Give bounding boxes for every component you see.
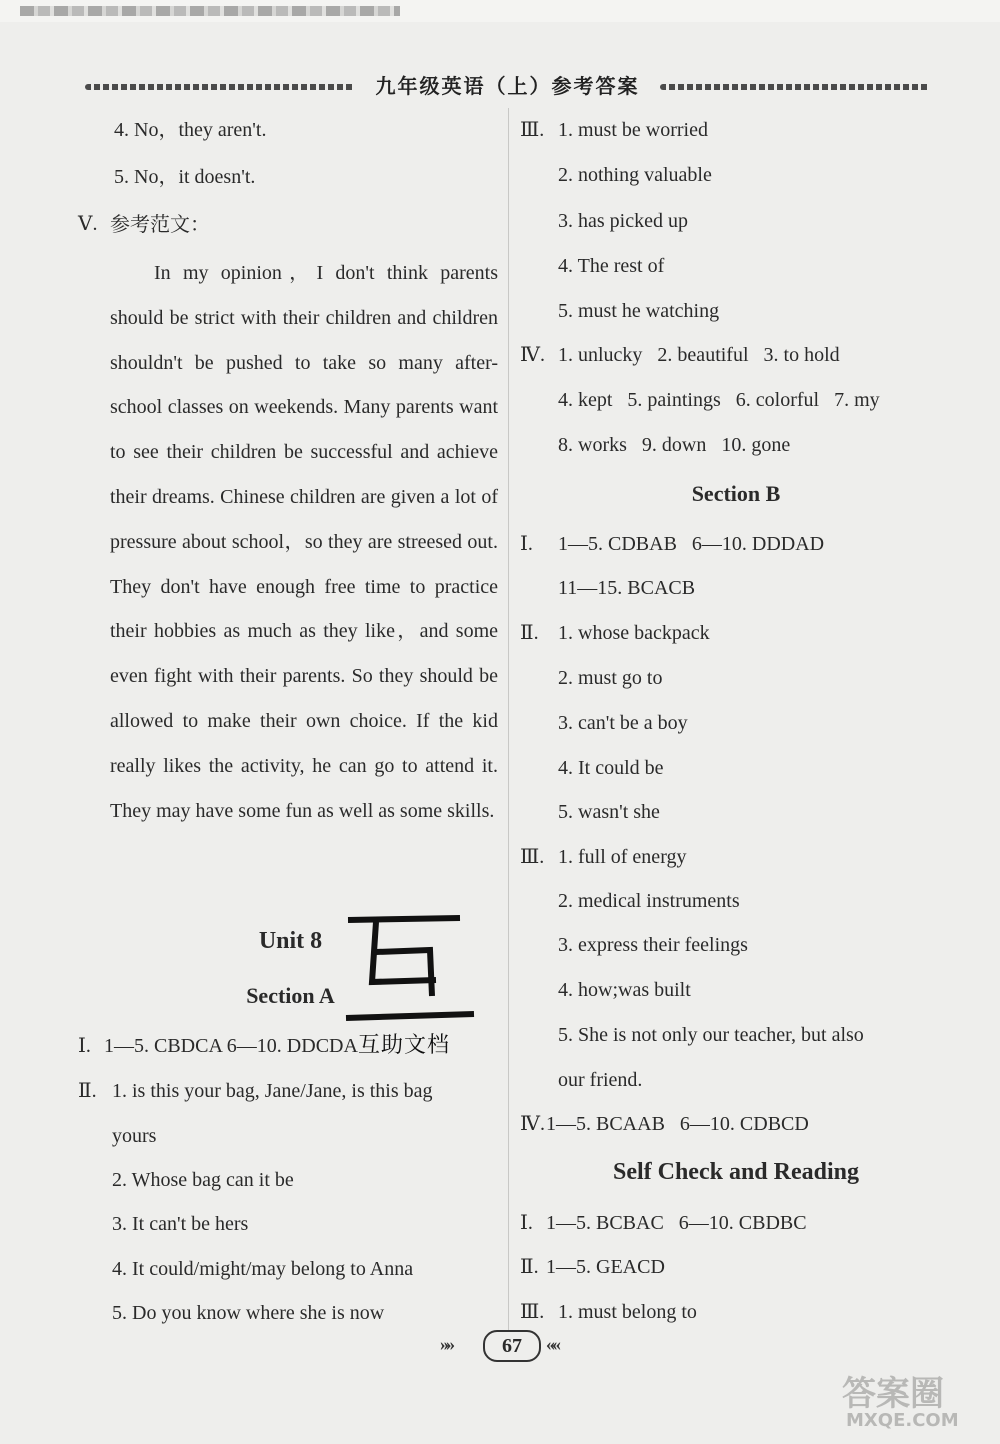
- stamp-logo-icon: [340, 910, 490, 1030]
- watermark-logo-text: 答案圈: [842, 1374, 944, 1414]
- section-label: Ⅱ.: [520, 1256, 539, 1278]
- answer-line: 4. It could be: [558, 757, 664, 779]
- answer-line: 4. kept 5. paintings 6. colorful 7. my: [558, 389, 880, 411]
- unit-title: Unit 8: [258, 928, 323, 954]
- answer-line: our friend.: [558, 1069, 643, 1091]
- header-title: 九年级英语（上）参考答案: [375, 74, 640, 98]
- answer-line: 5. wasn't she: [558, 801, 660, 823]
- page-number: [440, 1330, 580, 1362]
- answer-line: 1. is this your bag, Jane/Jane, is this bag: [112, 1080, 433, 1102]
- answer-line: 1—5. BCAAB 6—10. CDBCD: [546, 1113, 809, 1135]
- answer-line: 3. express their feelings: [558, 934, 748, 956]
- answer-line: 3. has picked up: [558, 210, 688, 232]
- section-label: Ⅰ.: [520, 533, 533, 555]
- header-ornament-left: [85, 84, 355, 90]
- section-label: Ⅴ.: [78, 213, 98, 235]
- chevron-left-icon: ««: [546, 1334, 558, 1354]
- model-essay-title: 参考范文：: [110, 212, 210, 236]
- page-header: [85, 70, 930, 104]
- header-ornament-right: [660, 84, 930, 90]
- answer-line: 5. No，it doesn't.: [114, 166, 256, 188]
- model-essay: In my opinion，I don't think parents should be strict with their children and children shouldn't be pushed to take so many after-school classes on weekends. Many parents want to see their children be successful and achieve their dreams. Chinese children are given a lot of pressure about school，so they are streesed out. They don't have enough free time to practice their hobbies as much as they like，and some even fight with their parents. So they should be allowed to make their own choice. If the kid really likes the activity, he can go to attend it. They may have some fun as well as some skills.: [110, 262, 498, 822]
- answer-line: 1. must belong to: [558, 1301, 697, 1323]
- answer-line: 1—5. CDBAB 6—10. DDDAD: [558, 533, 825, 555]
- answer-line: 5. She is not only our teacher, but also: [558, 1024, 864, 1046]
- self-check-title: Self Check and Reading: [612, 1159, 860, 1185]
- answer-line: 4. The rest of: [558, 255, 665, 277]
- section-label: Ⅱ.: [78, 1080, 97, 1102]
- answer-line: 1—5. BCBAC 6—10. CBDBC: [546, 1212, 807, 1234]
- answer-line: 1—5. CBDCA 6—10. DDCDA: [104, 1035, 358, 1057]
- section-label: Ⅲ.: [520, 846, 545, 868]
- answer-line: 1—5. GEACD: [546, 1256, 665, 1278]
- answer-line: 1. whose backpack: [558, 622, 710, 644]
- section-label: Ⅰ.: [520, 1212, 533, 1234]
- answer-line: 1. full of energy: [558, 846, 687, 868]
- answer-line: 2. nothing valuable: [558, 164, 712, 186]
- answer-line: yours: [112, 1125, 157, 1147]
- section-label: Ⅳ.: [520, 1113, 545, 1135]
- answer-line: 1. unlucky 2. beautiful 3. to hold: [558, 344, 840, 366]
- answer-line: 4. It could/might/may belong to Anna: [112, 1258, 414, 1280]
- answer-line: 2. Whose bag can it be: [112, 1169, 294, 1191]
- answer-line: 5. Do you know where she is now: [112, 1302, 385, 1324]
- answer-line: 1. must be worried: [558, 119, 708, 141]
- chevron-right-icon: »»: [440, 1334, 452, 1354]
- answer-line: 3. can't be a boy: [558, 712, 688, 734]
- section-a-title: Section A: [246, 983, 335, 1008]
- corner-watermark: [832, 1366, 992, 1436]
- page-number-value: 67: [483, 1330, 541, 1362]
- column-divider: [508, 108, 509, 1338]
- answer-line: 5. must he watching: [558, 300, 720, 322]
- top-scan-strip: [0, 0, 1000, 22]
- section-label: Ⅲ.: [520, 119, 545, 141]
- section-label: Ⅳ.: [520, 344, 545, 366]
- section-label: Ⅲ.: [520, 1301, 545, 1323]
- answer-line: 2. must go to: [558, 667, 663, 689]
- answer-line: 11—15. BCACB: [558, 577, 696, 599]
- stamp-text: 互助文档: [358, 1033, 451, 1058]
- answer-line: 2. medical instruments: [558, 890, 740, 912]
- watermark-stamp: [340, 910, 490, 1070]
- answer-line: 4. No，they aren't.: [114, 119, 267, 141]
- watermark-url: MXQE.COM: [846, 1410, 959, 1431]
- section-label: Ⅰ.: [78, 1035, 91, 1057]
- answer-line: 3. It can't be hers: [112, 1213, 249, 1235]
- answer-line: 4. how;was built: [558, 979, 691, 1001]
- section-b-title: Section B: [691, 481, 781, 506]
- section-label: Ⅱ.: [520, 622, 539, 644]
- answer-line: 8. works 9. down 10. gone: [558, 434, 791, 456]
